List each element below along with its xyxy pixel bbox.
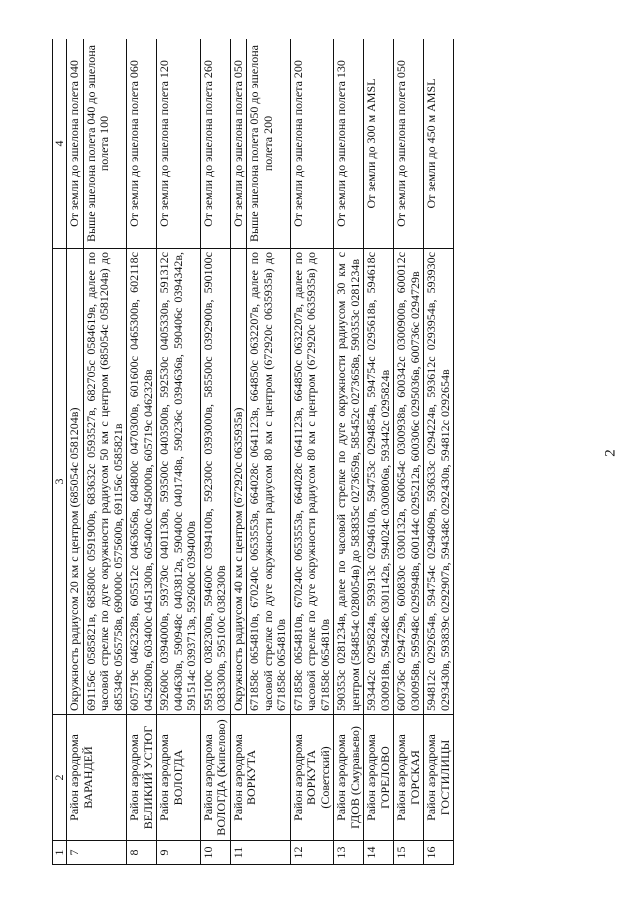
altitude-limits: От земли до 450 м AMSL (424, 39, 454, 249)
boundary-coordinates: 594812с 0292654в, 594754с 0294609в, 593633с 0294224в, 593612с 0293954в, 593930с 0293430в, 593839с 0292907в, 594348с 0292430в, 594812с 0292654в (424, 249, 454, 715)
boundary-coordinates: 671858с 0654810в, 670240с 0653553в, 664028с 0641123в, 664850с 0632207в, далее по часовой стрелке по дуге окружности радиусом 80 км с центром (672920с 0635935в) до 671858с 0654810в (290, 249, 334, 715)
row-number: 16 (424, 841, 454, 865)
boundary-coordinates: 593442с 0295824в, 593913с 0294610в, 594753с 0294854в, 594754с 0295618в, 594618с 0300918в, 594248с 0301142в, 594024с 0300806в, 593442с 0295824в (364, 249, 394, 715)
table-row (290, 39, 334, 865)
table-row (394, 39, 424, 865)
row-number: 12 (290, 841, 334, 865)
altitude-limits: От земли до эшелона полета 120 (157, 39, 201, 249)
row-number: 15 (394, 841, 424, 865)
altitude-limits: От земли до эшелона полета 200 (290, 39, 334, 249)
table-row (334, 39, 364, 865)
altitude-limits: От земли до 300 м AMSL (364, 39, 394, 249)
row-number: 8 (127, 841, 157, 865)
aerodrome-area-name: Район аэродрома ВЕЛИКИЙ УСТЮГ (127, 715, 157, 841)
airspace-table (52, 39, 454, 865)
aerodrome-area-name: Район аэродрома ВАРАНДЕЙ (67, 715, 127, 841)
boundary-coordinates: 671858с 0654810в, 670240с 0653553в, 664028с 0641123в, 664850с 0632207в, далее по часовой стрелке по дуге окружности радиусом 80 км с центром (672920с 0635935в) до 671858с 0654810в (247, 249, 291, 715)
row-number: 10 (200, 841, 230, 865)
page-number: 2 (602, 449, 619, 457)
aerodrome-area-name: Район аэродрома ГОСТИЛИЦЫ (424, 715, 454, 841)
column-number: 2 (53, 715, 67, 841)
row-number: 9 (157, 841, 201, 865)
boundary-coordinates: Окружность радиусом 40 км с центром (672920с 0635935в) (230, 249, 247, 715)
boundary-coordinates: 590353с 0281234в, далее по часовой стрелке по дуге окружности радиусом 30 км с центром (584854с 0280054в) до 583835с 0273659в, 585452с 0273658в, 590353с 0281234в (334, 249, 364, 715)
altitude-limits: От земли до эшелона полета 260 (200, 39, 230, 249)
boundary-coordinates: 595100с 0382300в, 594600с 0394100в, 592300с 0393000в, 585500с 0392900в, 590100с 0383300в, 595100с 0382300в (200, 249, 230, 715)
aerodrome-area-name: Район аэродрома ГОРСКАЯ (394, 715, 424, 841)
aerodrome-area-name: Район аэродрома ВОЛОГДА (Кипелово) (200, 715, 230, 841)
altitude-limits: От земли до эшелона полета 060 (127, 39, 157, 249)
boundary-coordinates: 691156с 0585821в, 685800с 0591900в, 683632с 0593527в, 682705с 0584619в, далее по часовой стрелке по дуге окружности радиусом 50 км с центром (685054с 0581204в) до 685349с 0565758в, 690000с 0575600в, 691156с 0585821в (83, 249, 127, 715)
altitude-limits: Выше эшелона полета 040 до эшелона полета 100 (83, 39, 127, 249)
table-row (127, 39, 157, 865)
aerodrome-area-name: Район аэродрома ВОРКУТА (230, 715, 290, 841)
table-row (230, 39, 247, 865)
altitude-limits: От земли до эшелона полета 130 (334, 39, 364, 249)
table-row (200, 39, 230, 865)
table-row (157, 39, 201, 865)
table-row (364, 39, 394, 865)
table-row (424, 39, 454, 865)
aerodrome-area-name: Район аэродрома ВОЛОГДА (157, 715, 201, 841)
boundary-coordinates: Окружность радиусом 20 км с центром (685054с 0581204в) (67, 249, 84, 715)
rotated-table-frame (52, 39, 585, 865)
aerodrome-area-name: Район аэродрома ВОРКУТА (Советский) (290, 715, 334, 841)
column-number: 1 (53, 841, 67, 865)
table-rotation-wrapper (52, 39, 585, 865)
altitude-limits: Выше эшелона полета 050 до эшелона полета 200 (247, 39, 291, 249)
row-number: 14 (364, 841, 394, 865)
table-row (67, 39, 84, 865)
aerodrome-area-name: Район аэродрома ГДОВ (Смуравьево) (334, 715, 364, 841)
column-number-row (53, 39, 67, 865)
row-number: 13 (334, 841, 364, 865)
boundary-coordinates: 600736с 0294729в, 600830с 0300132в, 600654с 0300938в, 600342с 0300900в, 600012с 0300958в, 595948с 0295948в, 600144с 0295212в, 600306с 0295036в, 600736с 0294729в (394, 249, 424, 715)
column-number: 3 (53, 249, 67, 715)
altitude-limits: От земли до эшелона полета 050 (230, 39, 247, 249)
column-number: 4 (53, 39, 67, 249)
boundary-coordinates: 605719с 0462328в, 605512с 0463656в, 604800с 0470300в, 601600с 0465300в, 602118с 0452800в, 603400с 0451300в, 605400с 0450000в, 605719с 0462328в (127, 249, 157, 715)
aerodrome-area-name: Район аэродрома ГОРЕЛОВО (364, 715, 394, 841)
row-number: 7 (67, 841, 127, 865)
altitude-limits: От земли до эшелона полета 050 (394, 39, 424, 249)
altitude-limits: От земли до эшелона полета 040 (67, 39, 84, 249)
boundary-coordinates: 592600с 0394000в, 593730с 0401130в, 593500с 0403500в, 592530с 0405330в, 591312с 0404630в, 590948с 0403812в, 590400с 0401748в, 590236с 0394636в, 590406с 0394342в, 591514с 0393713в, 592600с 0394000в (157, 249, 201, 715)
row-number: 11 (230, 841, 290, 865)
